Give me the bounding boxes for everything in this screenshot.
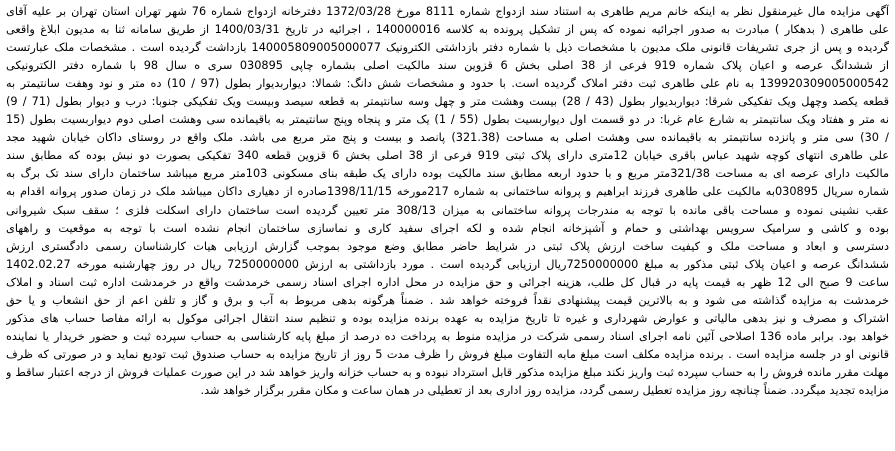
notice-line: شماره سریال 030895به مالکیت علی طاهری فرزند ابراهیم و پروانه ساختمانی به شماره 217مورخه 1398/11/15صادره از دهیاری داکان میباشد ملک در زمان صدور پروانه اقدام به: [6, 185, 889, 199]
notice-line: علی طاهری ( بدهکار ) مبادرت به صدور اجرائیه نموده که پس از تشکیل پرونده به کلاسه 140000016 ، اجرائیه در تاریخ 1400/03/31 از طریق سامانه ثنا به مدیون ابلاغ واقعی: [6, 23, 889, 37]
notice-line: دسترسی و ابعاد و مساحت ملک و کیفیت ساخت ارزش پلاک ثبتی در شرایط حاضر مطابق وضع موجود بموجب گزارش ارزیابی هیات کارشناسان رسمی دادگستری ارزش: [6, 239, 889, 253]
notice-line: مالکیت دارای عرصه ای به مساحت 321/38متر مربع و با حدود اربعه مطابق سند مالکیت بوده دارای یک طبقه بنای مسکونی 103متر مربع میباشد ساختمان دارای سند تک برگ به: [6, 167, 889, 181]
notice-line: قانونی او در جلسه مزایده است . برنده مزایده مکلف است مبلغ مابه التفاوت مبلغ فروش را ظرف مدت 5 روز از تاریخ مزایده به حساب صندوق ثبت تودیع نماید و در صورتی که ظرف: [6, 347, 889, 361]
notice-line: مزایده تجدید میگردد. ضمناً چنانچه روز مزایده تعطیل رسمی گردد، مزایده روز اداری بعد از تعطیلی در همان ساعت و مکان مقرر برگزار خواهد شد.: [200, 383, 889, 397]
notice-line: آگهی مزایده مال غیرمنقول نظر به اینکه خانم مریم طاهری به استناد سند ازدواج شماره 8111 مورخ 1372/03/28 دفترخانه ازدواج شماره 76 شهر تهران استان تهران بر علیه آقای: [6, 5, 889, 18]
notice-line: مهلت مقرر مانده فروش را به حساب سپرده ثبت واریز نکند مبلغ مزایده مذکور قابل استرداد نبوده و به حساب خزانه واریز خواهد شد در این صورت عملیات فروش از درجه اعتبار ساقط و: [6, 365, 889, 379]
notice-line: 139920309005000542 به نام علی طاهری ثبت دفتر املاک گردیده است. با حدود و مشخصات شش دانگ: شمالا: دیواربدیوار بطول (97 / 10) ده متر و نود وهفت سانتیمتر به: [6, 77, 889, 91]
notice-line: ششدانگ عرصه و اعیان پلاک ثبتی مذکور به مبلغ 7250000000ریال ارزیابی گردیده است . مورد بازداشتی به ارزش 7250000000 ریال در روز چهارشنبه مورخه 1402.02.27: [6, 257, 889, 271]
notice-line: نه متر و هفتاد ویک سانتیمتر به شارع عام غربا: در دو قسمت اول دیواربسیت بطول (55 / 1) یک متر و پنجاه وپنج سانتیمتر به باقیمانده سی وهشت اصلی دوم دیواربسیت بطول (15: [6, 113, 889, 127]
notice-line: اشتراک و مصرف و نیز بدهی مالیاتی و عوارض شهرداری و غیره تا تاریخ مزایده به عهده برنده مزایده بوده و تنظیم سند انتقال اجرائی موکول به ارائه مفاصا حساب های مذکور: [6, 311, 889, 325]
notice-line: خواهد بود. برابر ماده 136 اصلاحی آئین نامه اجرای اسناد رسمی شرکت در مزایده منوط به پرداخت ده درصد از مبلغ پایه کارشناسی به حساب سپرده ثبت و حضور خریدار یا نماینده: [6, 329, 889, 343]
notice-line: / 30) سی متر و پانزده سانتیمتر به باقیمانده سی وهشت اصلی به مساحت (321.38) پانصد و بیست و پنج متر مربع می باشد. ملک واقع در روستای داکان خیابان شهید مجد: [6, 131, 889, 145]
notice-line: قطعه یکصد وچهل ویک تفکیکی شرقا: دیواربدیوار بطول (43 / 28) بیست وهشت متر و چهل وسه سانتیمتر به قطعه سیصد وبیست ویک تفکیکی جنوبا: درب و دیوار بطول (71 / 9): [6, 95, 889, 109]
notice-line: از ششدانگ عرصه و اعیان پلاک شماره 919 فرعی از 38 اصلی بخش 6 قزوین سند مالکیت اصلی بشماره چاپی 030895 سری ه سال 98 با شماره دفتر الکترونیکی: [6, 59, 889, 73]
notice-line: خرمدشت به مزایده گذاشته می شود و به بالاترین قیمت پیشنهادی نقداً فروخته خواهد شد . ضمناً هرگونه بدهی مربوط به آب و برق و گاز و تلفن اعم از حق انشعاب و یا حق: [6, 293, 889, 307]
notice-line: عقب نشینی نموده و مساحت باقی مانده با توجه به مندرجات پروانه ساختمانی به میزان 308/13 متر تعیین گردیده است ساختمان دارای اسکلت فلزی ؛ سقف سبک شیروانی: [6, 203, 889, 217]
notice-line: علی طاهری انتهای کوچه شهید عباس باقری خیابان 12متری دارای پلاک ثبتی 919 فرعی از 38 اصلی بخش 6 قزوین قطعه 340 تفکیکی بصورت دو نبش بوده که مطابق سند: [6, 149, 889, 163]
notice-line: ساعت 9 صبح الی 12 ظهر به قیمت پایه در قبال کل طلب، هزینه اجرائی و حق مزایده در محل اداره اجرای اسناد رسمی خرمدشت واقع در خرمدشت اداره ثبت اسناد و املاک: [6, 275, 889, 289]
notice-line: بوده و کاشی و سرامیک سرویس بهداشتی و حمام و آشپزخانه انجام شده و لکه اجرای سفید کاری و نماسازی ساختمان انجام نشده است با توجه به موقعیت و راههای: [6, 221, 889, 235]
notice-line: گردیده و پس از جری تشریفات قانونی ملک مدیون با مشخصات ذیل با شماره دفتر بازداشتی الکترونیک 140005809005000077 بازداشت گردیده است . مشخصات ملک عبارتست: [6, 41, 889, 55]
